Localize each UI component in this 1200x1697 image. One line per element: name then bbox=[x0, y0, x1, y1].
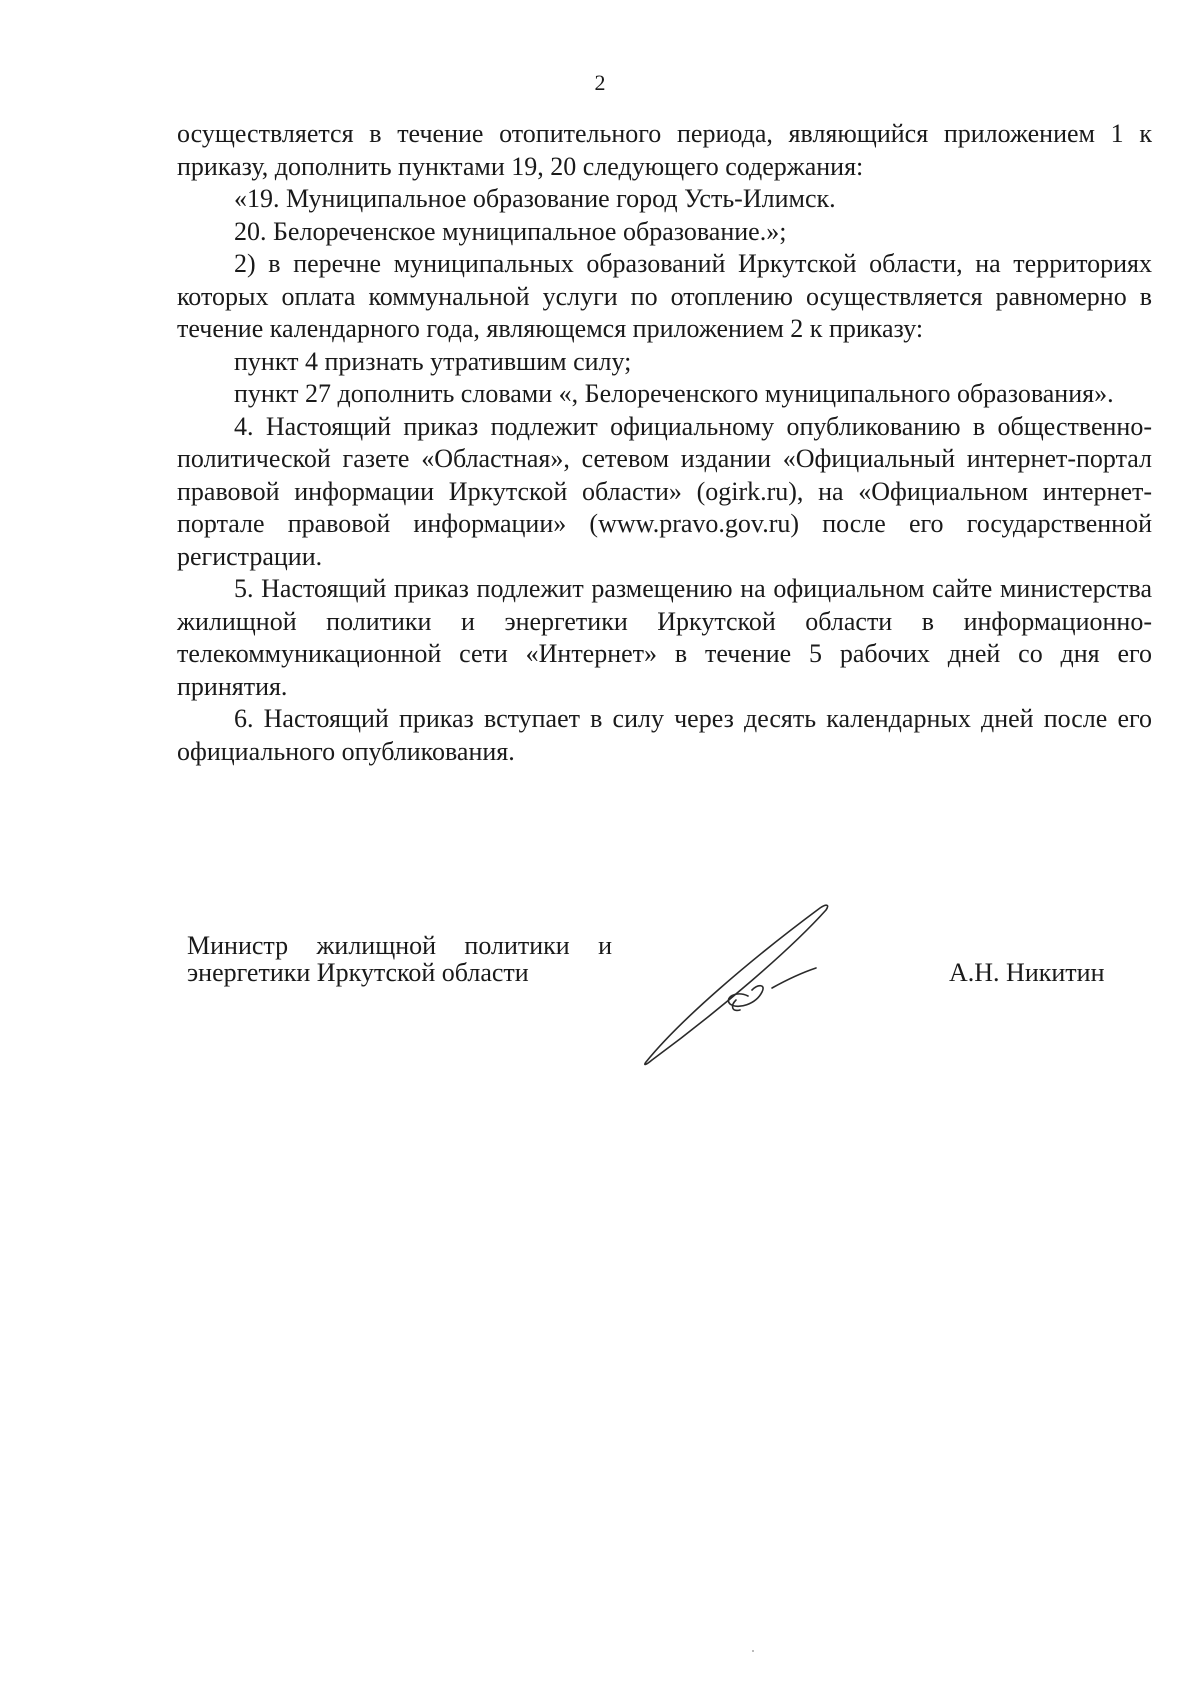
document-body bbox=[177, 118, 1152, 768]
paragraph-item-20: 20. Белореченское муниципальное образование.»; bbox=[234, 216, 787, 246]
paragraph-placement: 5. Настоящий приказ подлежит размещению на официальном сайте министерства жилищной политики и энергетики Иркутской области в информационно-телекоммуникационной сети «Интернет» в течение 5 рабочих дней со дня его принятия. bbox=[177, 574, 1152, 701]
paragraph-continuation: осуществляется в течение отопительного периода, являющийся приложением 1 к приказу, дополнить пунктами 19, 20 следующего содержания: bbox=[177, 119, 1152, 181]
scan-speck bbox=[752, 1650, 754, 1652]
position-line-2: энергетики Иркутской области bbox=[187, 958, 529, 987]
paragraph-item-19: «19. Муниципальное образование город Усть-Илимск. bbox=[234, 184, 836, 213]
page-number: 2 bbox=[594, 70, 606, 95]
handwritten-signature bbox=[640, 900, 880, 1070]
signatory-position bbox=[187, 932, 612, 986]
signer-name: А.Н. Никитин bbox=[949, 958, 1105, 987]
paragraph-clause-2: 2) в перечне муниципальных образований Иркутской области, на территориях которых оплата коммунальной услуги по отоплению осуществляется равномерно в течение календарного года, являющемся приложением 2 к приказу: bbox=[177, 249, 1152, 343]
paragraph-effective-date: 6. Настоящий приказ вступает в силу через десять календарных дней после его официального опубликования. bbox=[177, 704, 1152, 766]
position-line-1: Министр жилищной политики и bbox=[187, 931, 612, 960]
paragraph-point-27: пункт 27 дополнить словами «, Белореченского муниципального образования». bbox=[234, 379, 1114, 408]
paragraph-point-4: пункт 4 признать утратившим силу; bbox=[234, 346, 632, 376]
paragraph-publication: 4. Настоящий приказ подлежит официальному опубликованию в общественно-политической газете «Областная», сетевом издании «Официальный интернет-портал правовой информации Иркутской области» (ogirk.ru), на «Официальном интернет-портале правовой информации» (www.pravo.gov.ru) после его государственной регистрации. bbox=[177, 411, 1152, 571]
